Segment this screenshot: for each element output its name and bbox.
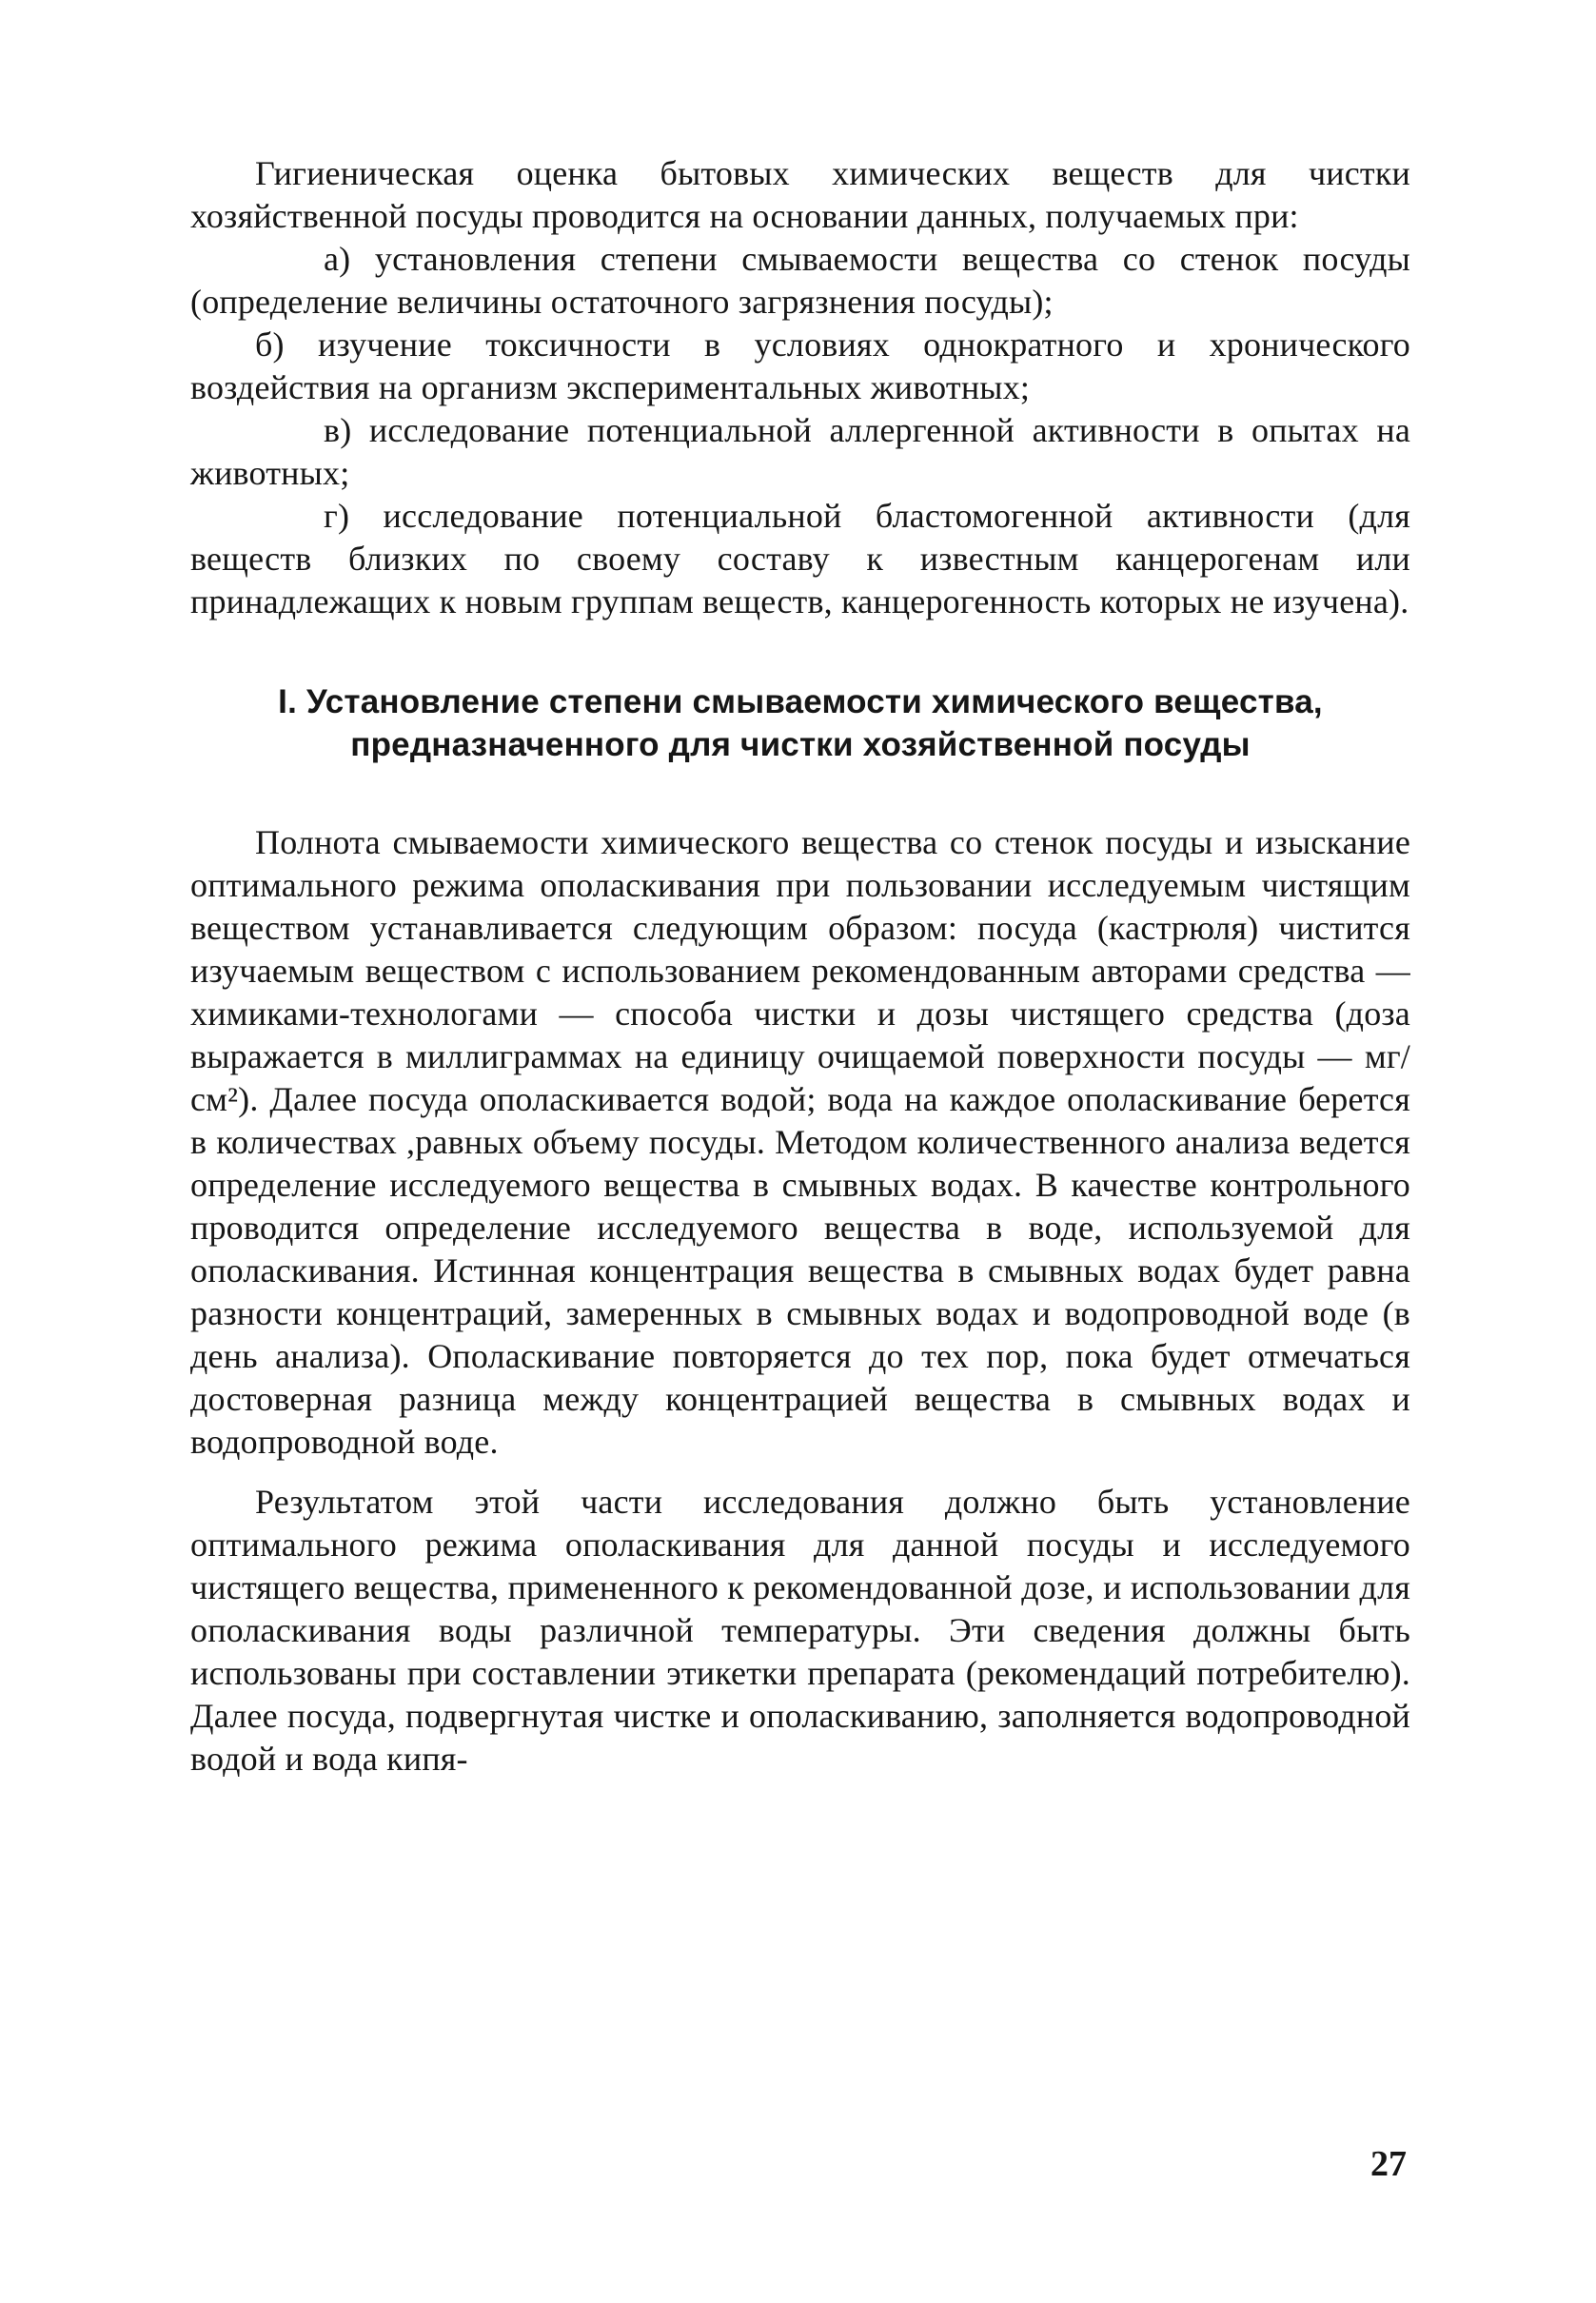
section-heading: I. Установление степени смываемости химического вещества, предназначенного для чистки хозяйственной посуды — [278, 683, 1323, 763]
intro-paragraph: Гигиеническая оценка бытовых химических веществ для чистки хозяйственной посуды проводится на основании данных, получаемых при: — [190, 154, 1410, 235]
body-paragraph: Полнота смываемости химического вещества со стенок посуды и изыскание оптимального режима ополаскивания при пользовании исследуемым чистящим веществом устанавливается следующим образом: посуда (кастрюля) чистится изучаемым веществом с использованием рекомендованным авторами средства — химиками-технологами — способа чистки и дозы чистящего средства (доза выражается в миллиграммах на единицу очищаемой поверхности посуды — мг/см²). Далее посуда ополаскивается водой; вода на каждое ополаскивание берется в количествах ,равных объему посуды. Методом количественного анализа ведется определение исследуемого вещества в смывных водах. В качестве контрольного проводится определение исследуемого вещества в воде, используемой для ополаскивания. Истинная концентрация вещества в смывных водах будет равна разности концентраций, замеренных в смывных водах и водопроводной воде (в день анализа). Ополаскивание повторяется до тех пор, пока будет отмечаться достоверная разница между концентрацией вещества в смывных водах и водопроводной воде. — [190, 823, 1410, 1461]
list-item-a: а) установления степени смываемости вещества со стенок посуды (определение величины остаточного загрязнения посуды); — [190, 240, 1410, 321]
document-page — [190, 152, 1410, 1781]
paragraph-spacer — [190, 1464, 1410, 1481]
page-number: 27 — [1370, 2144, 1407, 2184]
body-paragraph: Результатом этой части исследования должно быть установление оптимального режима ополаскивания для данной посуды и исследуемого чистящего вещества, примененного к рекомендованной дозе, и использовании для ополаскивания воды различной температуры. Эти сведения должны быть использованы при составлении этикетки препарата (рекомендаций потребителю). Далее посуда, подвергнутая чистке и ополаскиванию, заполняется водопроводной водой и вода кипя- — [190, 1483, 1410, 1778]
list-item-v: в) исследование потенциальной аллергенной активности в опытах на животных; — [190, 411, 1410, 492]
list-item-b: б) изучение токсичности в условиях однократного и хронического воздействия на организм экспериментальных животных; — [190, 325, 1410, 406]
list-item-g: г) исследование потенциальной бластомогенной активности (для веществ близких по своему составу к известным канцерогенам или принадлежащих к новым группам веществ, канцерогенность которых не изучена). — [190, 497, 1410, 620]
